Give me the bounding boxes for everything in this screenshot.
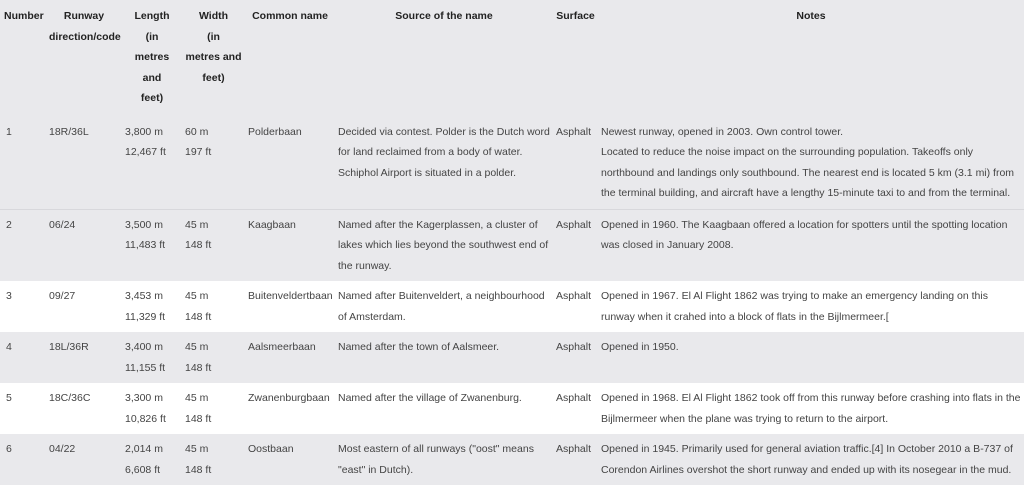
cell-notes: Opened in 1967. El Al Flight 1862 was trying to make an emergency landing on this runway when it crahed into a block of flats in the Bijlmermeer.[ [598,281,1024,332]
cell-length-feet: 12,467 ft [125,146,166,158]
cell-length-feet: 6,608 ft [125,463,161,476]
cell-notes [598,117,1024,210]
cell-number: 1 [0,117,46,210]
table-row [0,209,1024,281]
cell-notes-text: Newest runway, opened in 2003. Own control tower. [601,125,844,138]
cell-length [122,209,182,281]
cell-length-metres: 3,800 m [125,125,163,138]
cell-width [182,383,245,434]
cell-length-feet: 10,826 ft [125,412,166,425]
cell-width [182,281,245,332]
cell-number: 3 [0,281,46,332]
header-notes: Notes [598,0,1024,117]
cell-surface: Asphalt [553,281,598,332]
cell-runway: 18C/36C [46,383,122,434]
cell-source: Named after Buitenveldert, a neighbourhood of Amsterdam. [335,281,553,332]
header-runway-line: Runway [63,10,105,22]
cell-notes-extra: Located to reduce the noise impact on the surrounding population. Takeoffs only northbound and landings only southbound. The nearest end is located 5 km (3.1 mi) from the terminal building, and aircraft have a lengthy 15-minute taxi to and from the terminal. [601,146,1015,199]
table-row [0,383,1024,434]
cell-notes: Opened in 1950. [598,332,1024,383]
cell-width [182,117,245,210]
cell-runway: 09/27 [46,281,122,332]
cell-width-feet: 148 ft [185,310,212,323]
cell-width [182,209,245,281]
cell-width-feet: 148 ft [185,463,212,476]
header-common-name: Common name [245,0,335,117]
cell-source: Named after the village of Zwanenburg. [335,383,553,434]
cell-surface: Asphalt [553,117,598,210]
cell-source: Named after the Kagerplassen, a cluster of lakes which lies beyond the southwest end of the runway. [335,209,553,281]
header-width-line: metres and [185,51,242,63]
cell-runway: 04/22 [46,434,122,485]
cell-source: Decided via contest. Polder is the Dutch word for land reclaimed from a body of water. Schiphol Airport is situated in a polder. [335,117,553,210]
cell-width-metres: 45 m [185,443,209,455]
cell-width-metres: 45 m [185,218,209,231]
header-surface: Surface [553,0,598,117]
cell-runway: 18R/36L [46,117,122,210]
cell-number: 4 [0,332,46,383]
header-length-line: metres and [134,51,170,84]
cell-width [182,332,245,383]
cell-common-name: Polderbaan [245,117,335,210]
cell-number: 6 [0,434,46,485]
header-runway-line: direction/code [49,30,121,43]
cell-surface: Asphalt [553,383,598,434]
header-length-line: Length [134,10,170,22]
cell-common-name: Aalsmeerbaan [245,332,335,383]
cell-length [122,332,182,383]
header-width-line: (in [207,30,220,43]
header-number: Number [0,0,46,117]
cell-runway: 06/24 [46,209,122,281]
header-source: Source of the name [335,0,553,117]
cell-notes: Opened in 1945. Primarily used for general aviation traffic.[4] In October 2010 a B-737 of Corendon Airlines overshot the short runway and ended up with its nosegear in the mud. [598,434,1024,485]
cell-length-metres: 3,300 m [125,392,163,404]
cell-common-name: Zwanenburgbaan [245,383,335,434]
header-runway [46,0,122,117]
cell-width-feet: 148 ft [185,412,212,425]
header-row [0,0,1024,117]
cell-number: 5 [0,383,46,434]
cell-width-metres: 60 m [185,125,209,138]
cell-length-feet: 11,329 ft [125,310,166,323]
cell-notes: Opened in 1960. The Kaagbaan offered a location for spotters until the spotting location was closed in January 2008. [598,209,1024,281]
cell-common-name: Kaagbaan [245,209,335,281]
cell-width-metres: 45 m [185,341,209,353]
table-row [0,332,1024,383]
header-width-line: feet) [202,71,225,84]
cell-width-metres: 45 m [185,392,209,404]
header-length [122,0,182,117]
header-length-line: feet) [140,92,164,104]
cell-length-metres: 3,453 m [125,290,163,302]
cell-common-name: Buitenveldertbaan [245,281,335,332]
cell-width-feet: 197 ft [185,146,212,158]
cell-surface: Asphalt [553,332,598,383]
cell-length-metres: 3,500 m [125,218,163,231]
cell-width-metres: 45 m [185,290,209,302]
cell-surface: Asphalt [553,209,598,281]
cell-length [122,434,182,485]
cell-source: Most eastern of all runways ("oost" means "east" in Dutch). [335,434,553,485]
cell-common-name: Oostbaan [245,434,335,485]
table-row [0,434,1024,485]
cell-width-feet: 148 ft [185,239,212,251]
header-length-line: (in [145,30,159,43]
table-row [0,281,1024,332]
table-row [0,117,1024,210]
cell-notes: Opened in 1968. El Al Flight 1862 took off from this runway before crashing into flats in the Bijlmermeer when the plane was trying to return to the airport. [598,383,1024,434]
cell-length-metres: 2,014 m [125,443,163,455]
cell-length-feet: 11,483 ft [125,239,166,251]
cell-length [122,117,182,210]
header-width-line: Width [198,10,229,22]
cell-source: Named after the town of Aalsmeer. [335,332,553,383]
cell-width [182,434,245,485]
cell-runway: 18L/36R [46,332,122,383]
cell-surface: Asphalt [553,434,598,485]
cell-length [122,383,182,434]
header-width [182,0,245,117]
cell-length-feet: 11,155 ft [125,361,166,374]
cell-number: 2 [0,209,46,281]
cell-length-metres: 3,400 m [125,341,163,353]
cell-width-feet: 148 ft [185,361,212,374]
cell-length [122,281,182,332]
